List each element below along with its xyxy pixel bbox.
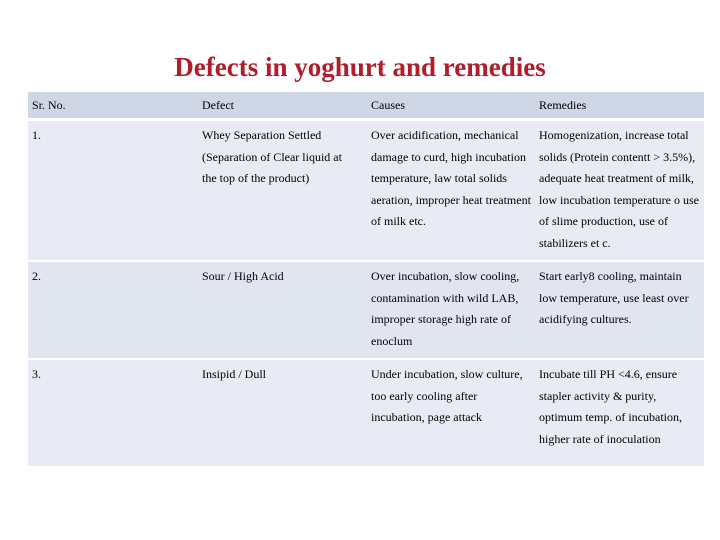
header-sr-no: Sr. No.: [28, 92, 198, 120]
row-causes: Under incubation, slow culture, too early cooling after incubation, page attack: [367, 359, 535, 467]
row-remedies: Homogenization, increase total solids (Protein contentt > 3.5%), adequate heat treatment of milk, low incubation temperature o use of slime production, use of stabilizers et c.: [535, 120, 704, 262]
row-causes: Over incubation, slow cooling, contamination with wild LAB, improper storage high rate of enoclum: [367, 261, 535, 359]
row-sr-no: 2.: [28, 261, 198, 359]
header-causes: Causes: [367, 92, 535, 120]
table-row: [28, 120, 704, 262]
row-defect: Insipid / Dull: [198, 359, 367, 467]
row-defect: Sour / High Acid: [198, 261, 367, 359]
row-sr-no: 3.: [28, 359, 198, 467]
row-causes: Over acidification, mechanical damage to curd, high incubation temperature, law total solids aeration, improper heat treatment of milk etc.: [367, 120, 535, 262]
row-remedies: Start early8 cooling, maintain low temperature, use least over acidifying cultures.: [535, 261, 704, 359]
table-row: [28, 359, 704, 467]
row-defect: Whey Separation Settled (Separation of Clear liquid at the top of the product): [198, 120, 367, 262]
row-sr-no: 1.: [28, 120, 198, 262]
defects-table: [28, 92, 704, 468]
table-row: [28, 261, 704, 359]
header-defect: Defect: [198, 92, 367, 120]
header-remedies: Remedies: [535, 92, 704, 120]
page-title: Defects in yoghurt and remedies: [174, 52, 546, 82]
table-header-row: [28, 92, 704, 120]
row-remedies: Incubate till PH <4.6, ensure stapler activity & purity, optimum temp. of incubation, higher rate of inoculation: [535, 359, 704, 467]
